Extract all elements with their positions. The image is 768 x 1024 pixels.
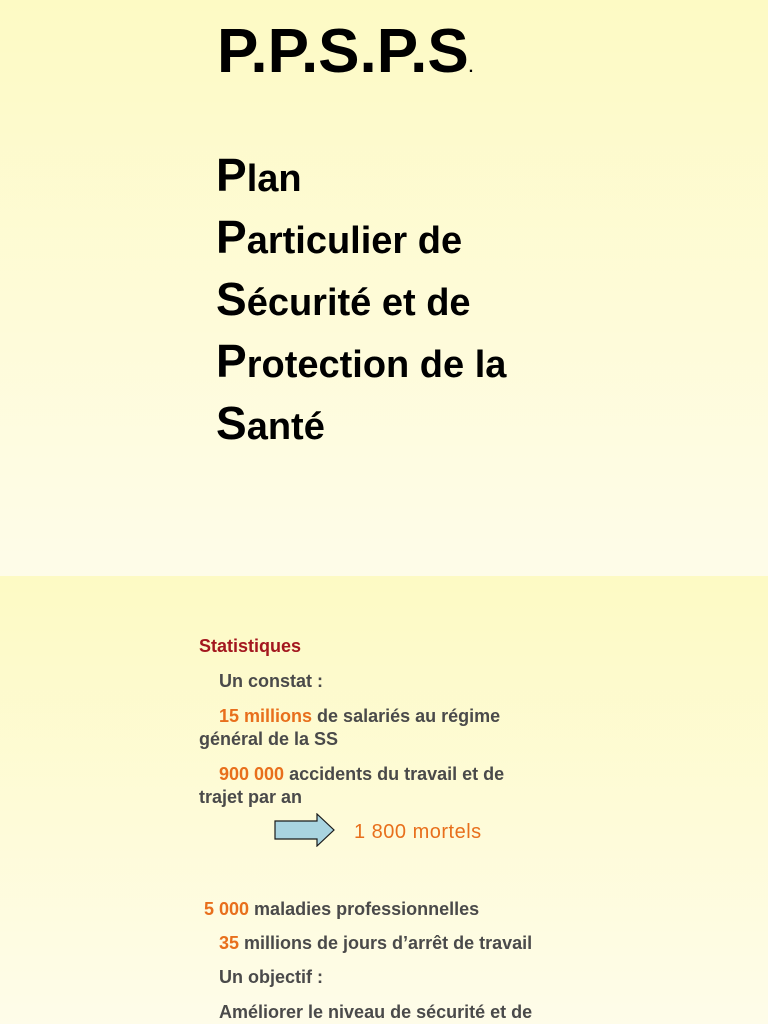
stat-text: maladies professionnelles [249,899,480,919]
stat-accidents-line2: trajet par an [199,787,303,807]
objectif-text: Améliorer le niveau de sécurité et de [219,1002,533,1022]
acronym-line-plan [216,144,506,206]
title-dot: . [468,59,474,76]
stat-salaries-line2: général de la SS [199,729,339,749]
title-text: P.P.S.P.S [217,17,469,86]
acronym-line-securite [216,268,506,330]
stat-text: de salariés au régime [312,706,501,726]
constat-label: Un constat : [219,671,324,691]
deaths-count: 1 800 mortels [354,821,482,843]
right-arrow-icon [274,813,336,847]
acronym-line-protection [216,330,506,392]
acronym-initial: P [216,211,247,263]
stat-number: 15 millions [219,706,313,726]
stat-salaries-line1 [219,706,500,727]
stat-number: 5 000 [204,899,250,919]
acronym-rest: écurité et de [246,282,471,324]
acronym-line-particulier [216,206,506,268]
acronym-initial: S [216,397,247,449]
stat-accidents-line1 [219,764,504,785]
objectif-label: Un objectif : [219,967,323,987]
stat-number: 900 000 [219,764,285,784]
stat-text: millions de jours d’arrêt de travail [239,933,533,953]
statistics-slide [0,576,768,1024]
acronym-expansion [216,144,506,454]
acronym-rest: articulier de [246,220,463,262]
statistics-heading: Statistiques [199,636,302,656]
slide-title [217,16,473,87]
acronym-initial: P [216,149,247,201]
acronym-rest: lan [246,158,302,200]
stat-jours-arret [219,933,532,954]
acronym-initial: S [216,273,247,325]
stat-text: accidents du travail et de [284,764,505,784]
stat-maladies [204,899,479,920]
acronym-rest: anté [246,406,325,448]
acronym-line-sante [216,392,506,454]
acronym-initial: P [216,335,247,387]
stat-number: 35 [219,933,240,953]
acronym-rest: rotection de la [246,344,507,386]
